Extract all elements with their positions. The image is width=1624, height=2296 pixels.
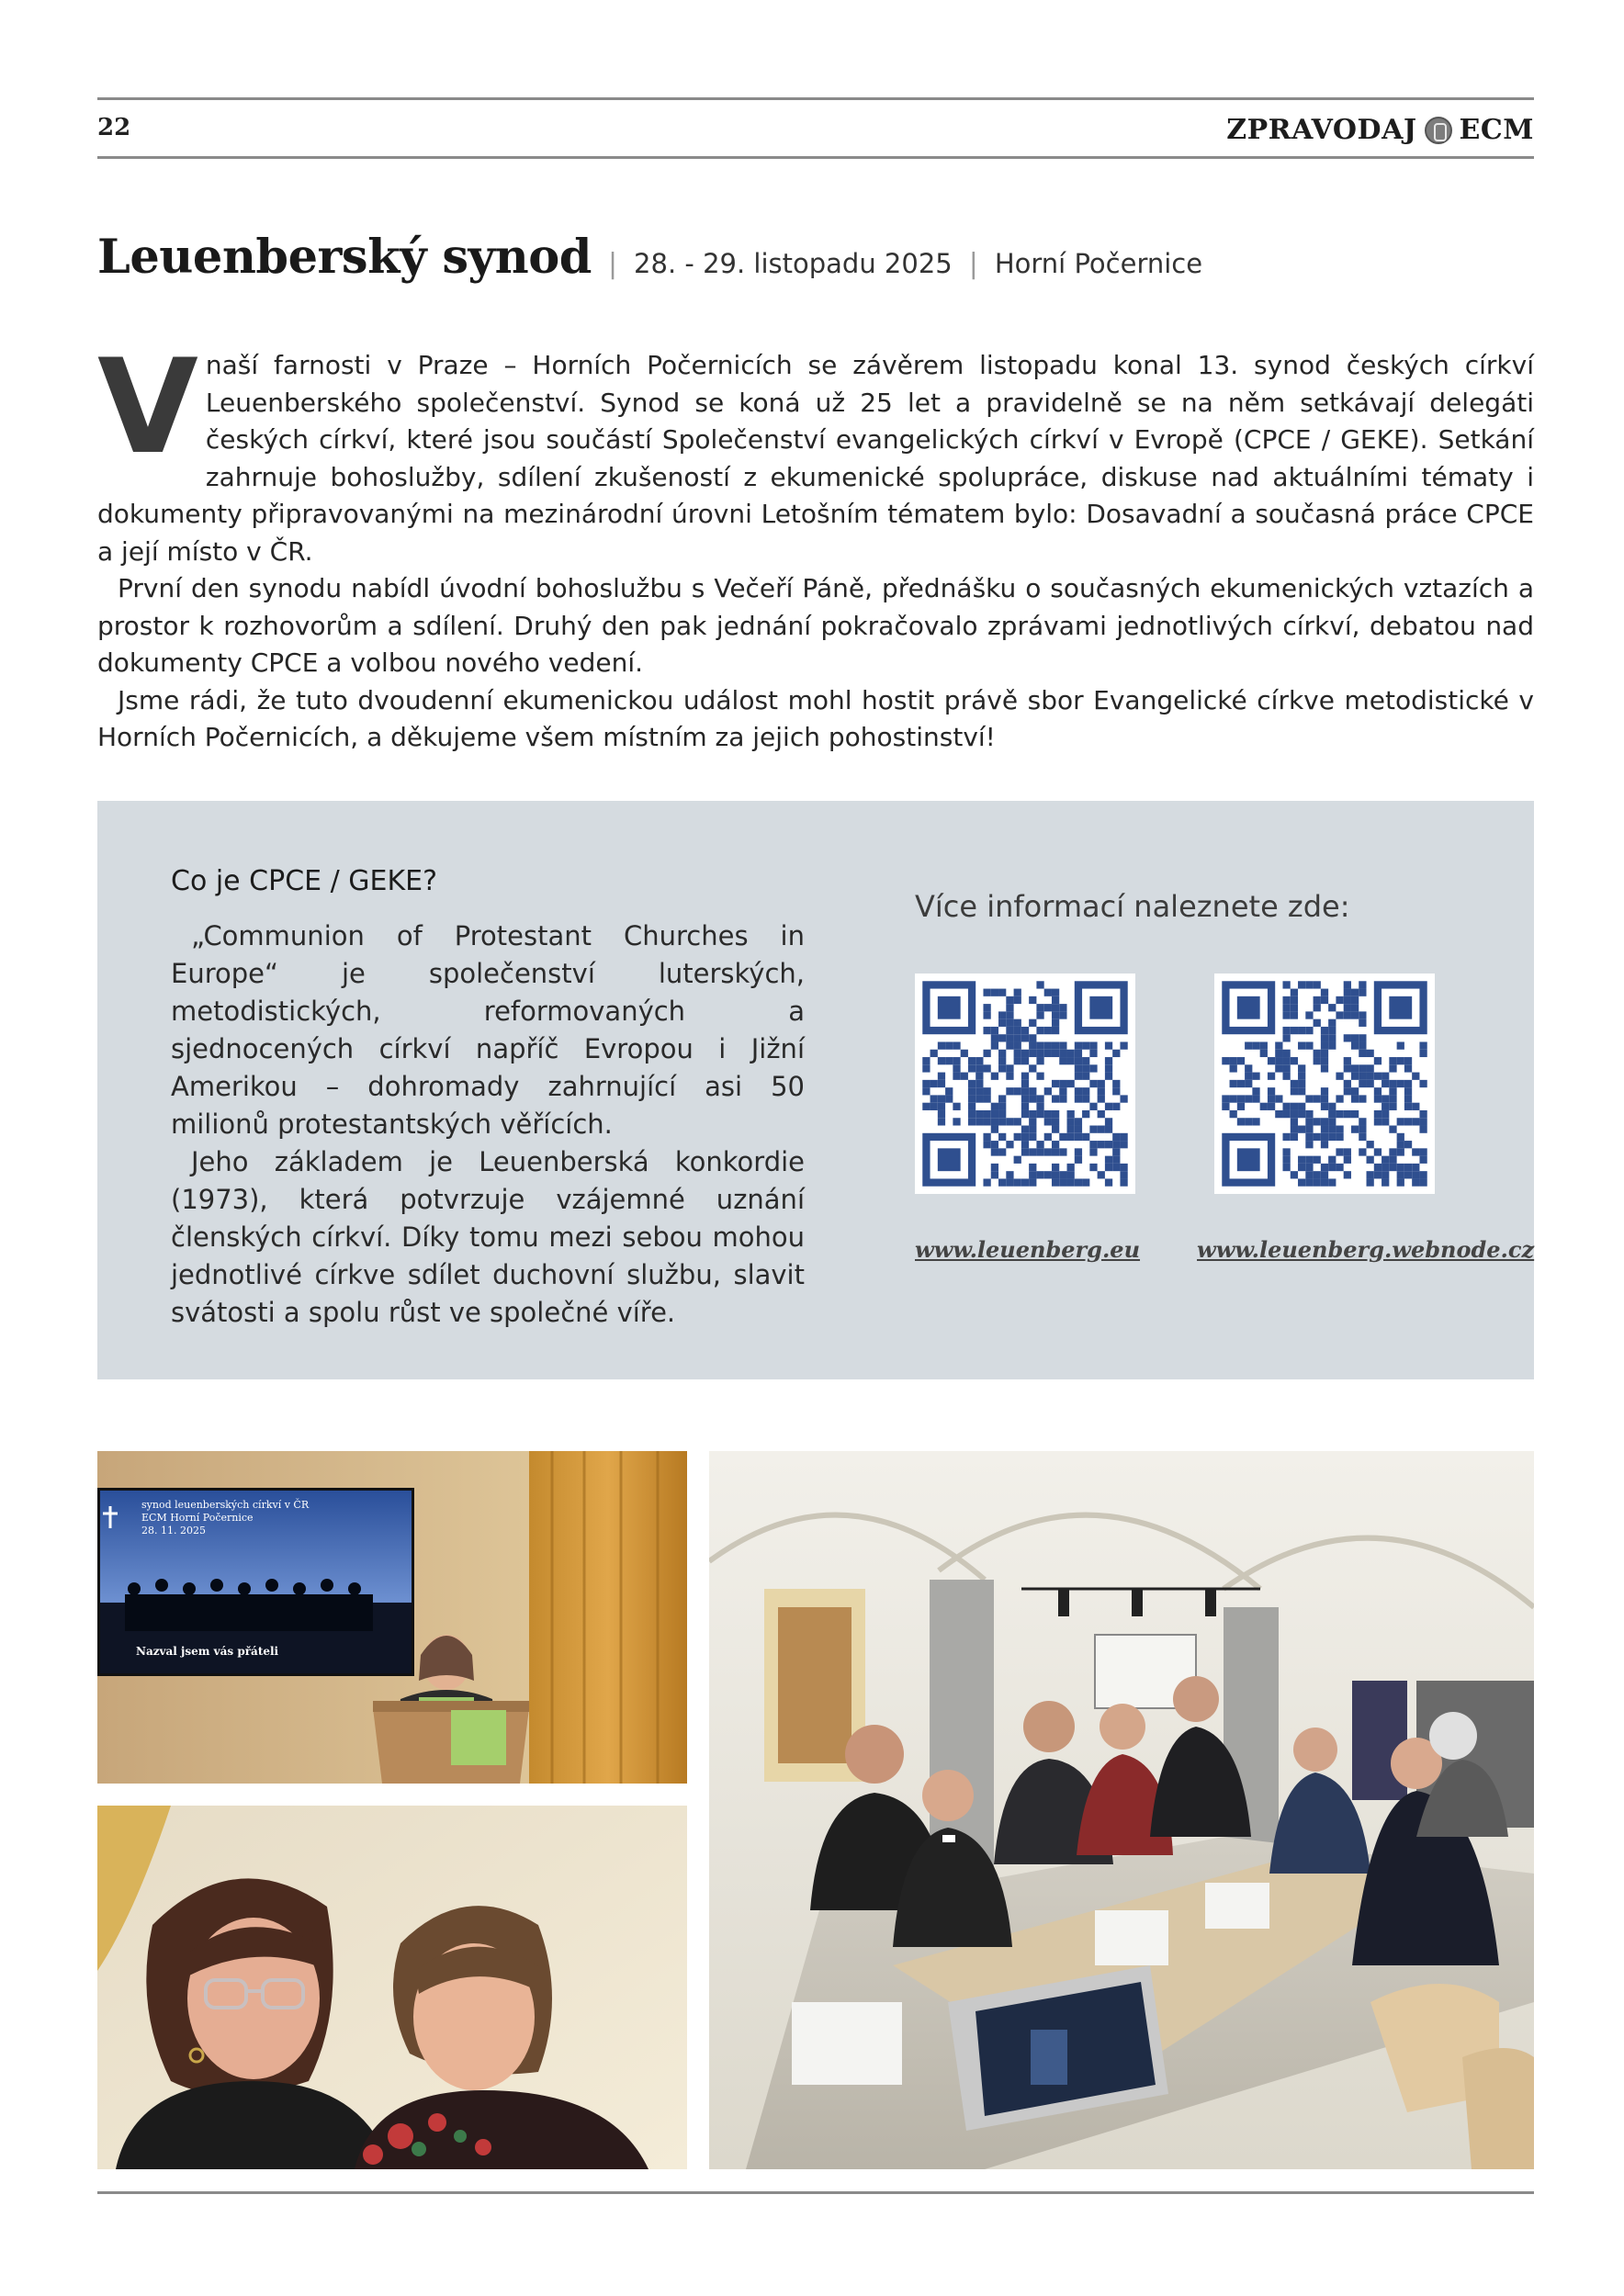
link-row [915,1236,1535,1263]
top-rule [97,97,1534,100]
info-box-paragraph: Jeho základem je Leuenberská konkordie (1973), která potvrzuje vzájemné uznání členských církví. Díky tomu mezi sebou mohou jednotlivé církve sdílet duchovní službu, slavit svátosti a spolu růst ve společné víře. [171,1146,805,1328]
footer-rule [97,2191,1534,2194]
photo-meeting [709,1451,1534,2169]
photo-speaker [97,1451,687,1784]
qr-code-leuenberg-eu[interactable] [915,974,1135,1194]
article-paragraph: Jsme rádi, že tuto dvoudenní ekumenickou událost mohl hostit právě sbor Evangelické církve metodistické v Horních Počernicích, a děkujeme všem místním za jejich pohostinství! [97,684,1534,752]
info-box-heading: Co je CPCE / GEKE? [171,865,438,897]
info-box-body [171,917,805,1332]
article-place: Horní Počernice [994,248,1203,279]
brand-abbrev: ECM [1459,114,1534,146]
link-leuenberg-webnode[interactable]: www.leuenberg.webnode.cz [1197,1236,1535,1263]
article-body [97,332,1534,757]
drop-cap: V [97,332,198,483]
link-leuenberg-eu[interactable]: www.leuenberg.eu [915,1236,1141,1263]
qr-code-leuenberg-webnode[interactable] [1214,974,1435,1194]
slide-caption: Nazval jsem vás přáteli [136,1645,279,1658]
article-paragraph: První den synodu nabídl úvodní bohoslužbu s Večeří Páně, přednášku o současných ekumenických vztazích a prostor k rozhovorům a sdílení. Druhý den pak jednání pokračovalo zprávami jednotlivých církví, debatou nad dokumenty CPCE a volbou nového vedení. [97,573,1534,678]
qr-codes [915,974,1435,1194]
slide-line-2: ECM Horní Počernice [141,1512,254,1524]
brand-name: ZPRAVODAJ [1226,114,1417,146]
slide-line-1: synod leuenberských církví v ČR [141,1499,310,1511]
photo-speaker-image [97,1451,687,1784]
article-paragraph-text: naší farnosti v Praze – Horních Počernicích se závěrem listopadu konal 13. synod českých církví Leuenberského společenství. Synod se koná už 25 let a pravidelně se na něm setkávají delegáti českých církví, které jsou součástí Společenství evangelických církví v Evropě (CPCE / GEKE). Setkání zahrnuje bohoslužby, sdílení zkušeností z ekumenické spolupráce, diskuse nad aktuálními tématy i dokumenty připravovanými na mezinárodní úrovni Letošním tématem bylo: Dosavadní a současná práce CPCE a její místo v ČR. [97,350,1534,567]
title-separator: | [968,248,978,280]
brand-logo [1226,114,1534,146]
article-title: Leuenberský synod [97,230,592,285]
info-box-text [171,865,805,1332]
more-info-label: Více informací naleznete zde: [915,889,1350,924]
article-date: 28. - 29. listopadu 2025 [634,248,953,279]
info-box-paragraph: „Communion of Protestant Churches in Europe“ je společenství luterských, metodistických, reformovaných a sjednocených církví napříč Evropou i Jižní Amerikou – dohromady zahrnující asi 50 milionů protestantských věřících. [171,920,805,1140]
article-paragraph [97,332,1534,570]
photo-participants [97,1806,687,2169]
header-rule [97,156,1534,159]
title-separator: | [607,248,618,280]
info-links [915,889,1535,1263]
slide-line-3: 28. 11. 2025 [141,1525,206,1536]
photo-participants-image [97,1806,687,2169]
photo-meeting-image [709,1451,1534,2169]
article-title-row [97,230,1202,285]
info-box [97,801,1534,1379]
page-number: 22 [97,114,131,141]
ecm-seal-icon [1425,117,1452,144]
